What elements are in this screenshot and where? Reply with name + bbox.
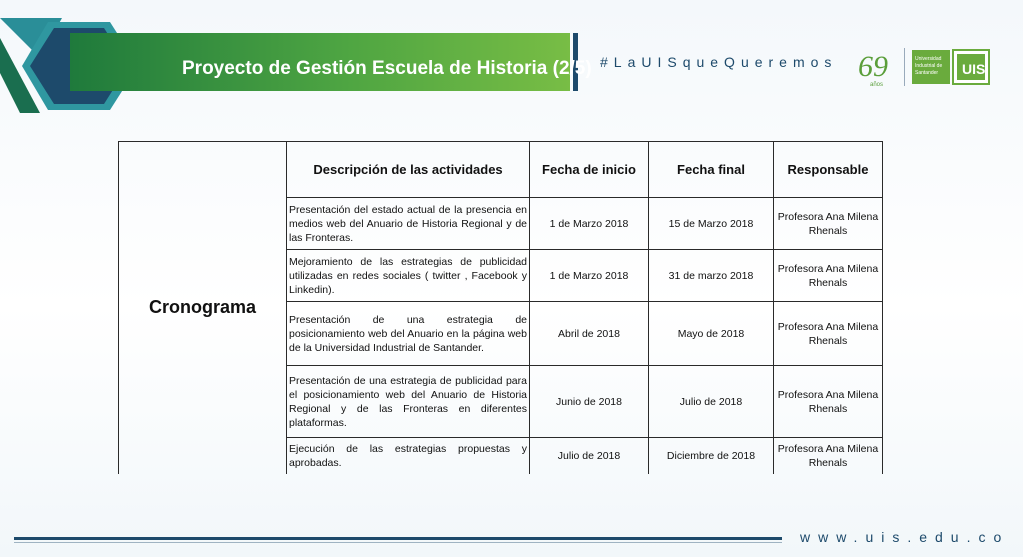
end-date: 15 de Marzo 2018	[649, 198, 774, 250]
responsible: Profesora Ana Milena Rhenals	[774, 438, 883, 474]
column-header-description: Descripción de las actividades	[287, 142, 530, 198]
column-header-responsible: Responsable	[774, 142, 883, 198]
svg-text:UIS: UIS	[962, 61, 986, 77]
end-date: 31 de marzo 2018	[649, 250, 774, 302]
activity-description: Presentación de una estrategia de posicionamiento web del Anuario en la página web de la Universidad Industrial de Santander.	[287, 302, 530, 366]
end-date: Mayo de 2018	[649, 302, 774, 366]
end-date: Julio de 2018	[649, 366, 774, 438]
activity-description: Presentación de una estrategia de publicidad para el posicionamiento web del Anuario de Historia Regional y de las Fronteras en diferentes plataformas.	[287, 366, 530, 438]
table-header-row	[119, 142, 883, 198]
schedule-table	[118, 141, 883, 474]
start-date: Abril de 2018	[530, 302, 649, 366]
activity-description: Presentación del estado actual de la presencia en medios web del Anuario de Historia Regional y de las Fronteras.	[287, 198, 530, 250]
start-date: Julio de 2018	[530, 438, 649, 474]
column-header-end-date: Fecha final	[649, 142, 774, 198]
row-header-cronograma: Cronograma	[119, 142, 287, 474]
column-header-start-date: Fecha de inicio	[530, 142, 649, 198]
footer-url: www.uis.edu.co	[800, 529, 1010, 545]
footer-rule-thin	[14, 542, 782, 543]
end-date: Diciembre de 2018	[649, 438, 774, 474]
responsible: Profesora Ana Milena Rhenals	[774, 302, 883, 366]
uis-logos	[856, 44, 996, 90]
anniversary-sub: años	[870, 82, 884, 88]
start-date: 1 de Marzo 2018	[530, 198, 649, 250]
page-title: Proyecto de Gestión Escuela de Historia (2/5)	[182, 58, 592, 79]
responsible: Profesora Ana Milena Rhenals	[774, 198, 883, 250]
footer-rule	[14, 537, 782, 540]
responsible: Profesora Ana Milena Rhenals	[774, 250, 883, 302]
activity-description: Ejecución de las estrategias propuestas y aprobadas.	[287, 438, 530, 474]
responsible: Profesora Ana Milena Rhenals	[774, 366, 883, 438]
university-name: Universidad Industrial de Santander	[915, 56, 943, 76]
anniversary-number: 69	[858, 50, 888, 83]
start-date: Junio de 2018	[530, 366, 649, 438]
start-date: 1 de Marzo 2018	[530, 250, 649, 302]
schedule-table-wrapper	[118, 141, 883, 474]
hashtag-text: #LaUISqueQueremos	[600, 54, 838, 70]
activity-description: Mejoramiento de las estrategias de publicidad utilizadas en redes sociales ( twitter , Facebook y Linkedin).	[287, 250, 530, 302]
